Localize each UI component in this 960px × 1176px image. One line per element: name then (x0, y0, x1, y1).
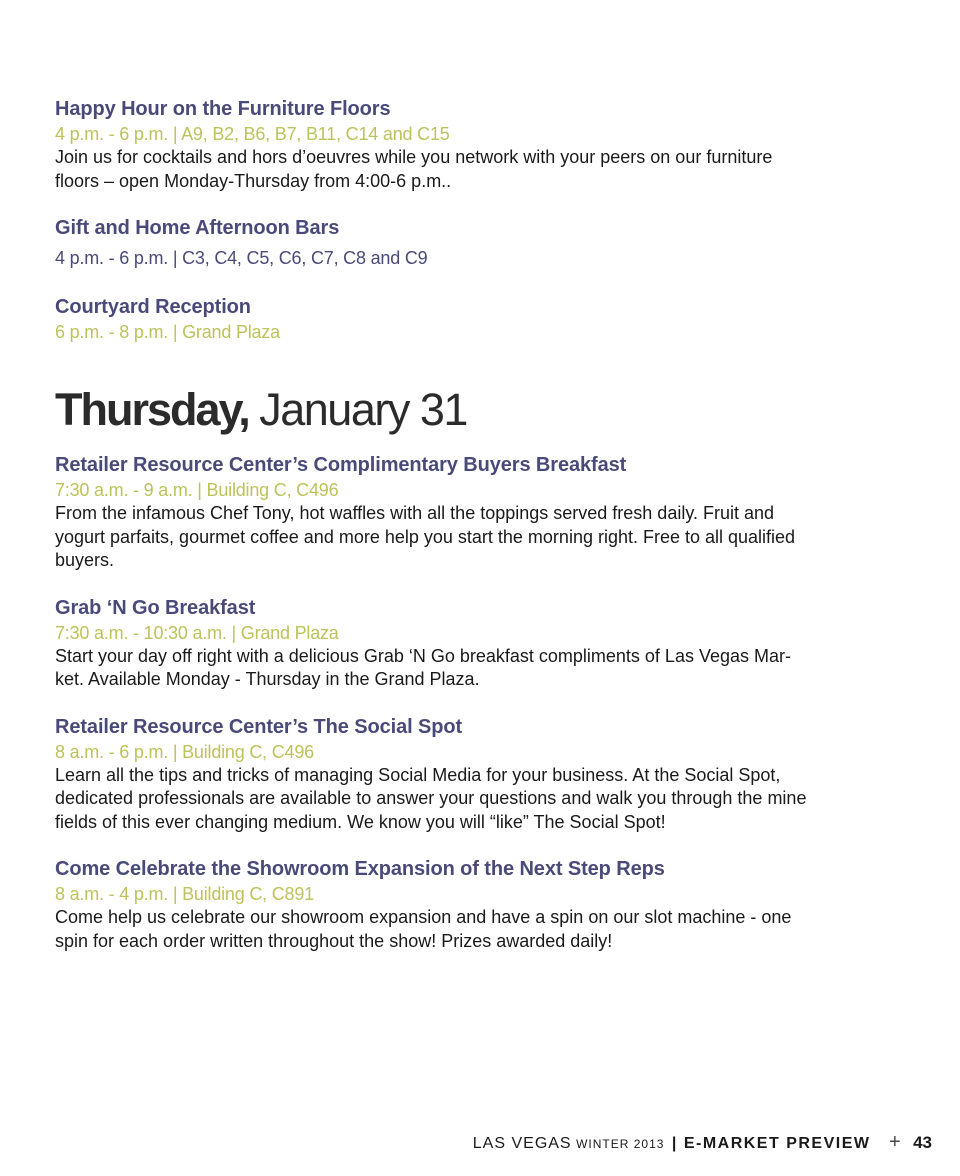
event-block (55, 96, 915, 193)
event-description (55, 764, 915, 835)
day-heading (55, 382, 915, 438)
description-line: floors – open Monday-Thursday from 4:00-6 p.m.. (55, 170, 452, 191)
footer-city: LAS VEGAS (472, 1135, 572, 1152)
event-title: Happy Hour on the Furniture Floors (55, 98, 391, 120)
footer-separator: | (671, 1135, 677, 1152)
description-line: From the infamous Chef Tony, hot waffles with all the toppings served fresh daily. Fruit and (55, 503, 775, 523)
description-line: buyers. (55, 550, 115, 570)
description-line: fields of this ever changing medium. We know you will “like” The Social Spot! (55, 811, 666, 832)
event-block (55, 452, 915, 573)
description-line: ket. Available Monday - Thursday in the Grand Plaza. (55, 669, 480, 689)
event-description (55, 146, 915, 193)
event-block (55, 856, 915, 953)
event-description (55, 502, 915, 573)
event-time-location: 6 p.m. - 8 p.m. | Grand Plaza (55, 322, 280, 342)
description-line: spin for each order written throughout the show! Prizes awarded daily! (55, 930, 613, 951)
description-line: yogurt parfaits, gourmet coffee and more help you start the morning right. Free to all qualified (55, 526, 796, 547)
thursday-events-section (55, 452, 915, 953)
event-time-location: 4 p.m. - 6 p.m. | C3, C4, C5, C6, C7, C8 and C9 (55, 248, 428, 268)
plus-icon: + (888, 1131, 901, 1153)
footer-publication: E-MARKET PREVIEW (683, 1135, 871, 1152)
page-number: 43 (913, 1133, 932, 1152)
day-heading-day: Thursday, (55, 384, 249, 435)
event-description (55, 906, 915, 953)
event-title: Come Celebrate the Showroom Expansion of the Next Step Reps (55, 858, 665, 880)
event-block (55, 714, 915, 835)
event-title: Gift and Home Afternoon Bars (55, 217, 340, 239)
event-block (55, 595, 915, 692)
description-line: Start your day off right with a delicious Grab ‘N Go breakfast compliments of Las Vegas Mar- (55, 645, 791, 666)
evening-events-section (55, 96, 915, 344)
description-line: Learn all the tips and tricks of managing Social Media for your business. At the Social Spot, (55, 764, 781, 785)
event-title: Courtyard Reception (55, 296, 251, 318)
event-time-location: 7:30 a.m. - 9 a.m. | Building C, C496 (55, 480, 339, 500)
event-time-location: 8 a.m. - 4 p.m. | Building C, C891 (55, 884, 314, 904)
event-description (55, 645, 915, 692)
description-line: Come help us celebrate our showroom expansion and have a spin on our slot machine - one (55, 907, 792, 927)
event-time-location: 8 a.m. - 6 p.m. | Building C, C496 (55, 741, 314, 762)
page-footer (473, 1131, 932, 1155)
description-line: Join us for cocktails and hors d’oeuvres while you network with your peers on our furniture (55, 147, 773, 167)
event-time-location: 4 p.m. - 6 p.m. | A9, B2, B6, B7, B11, C14 and C15 (55, 124, 450, 144)
event-title: Retailer Resource Center’s The Social Spot (55, 715, 463, 738)
event-block (55, 294, 915, 344)
event-time-location: 7:30 a.m. - 10:30 a.m. | Grand Plaza (55, 622, 339, 643)
event-title: Grab ‘N Go Breakfast (55, 596, 256, 619)
description-line: dedicated professionals are available to answer your questions and walk you through the mine (55, 788, 807, 808)
event-block (55, 215, 915, 270)
event-title: Retailer Resource Center’s Complimentary Buyers Breakfast (55, 454, 627, 476)
footer-season: WINTER 2013 (576, 1137, 665, 1151)
day-heading-date: January 31 (259, 384, 467, 435)
page-content (55, 96, 915, 953)
